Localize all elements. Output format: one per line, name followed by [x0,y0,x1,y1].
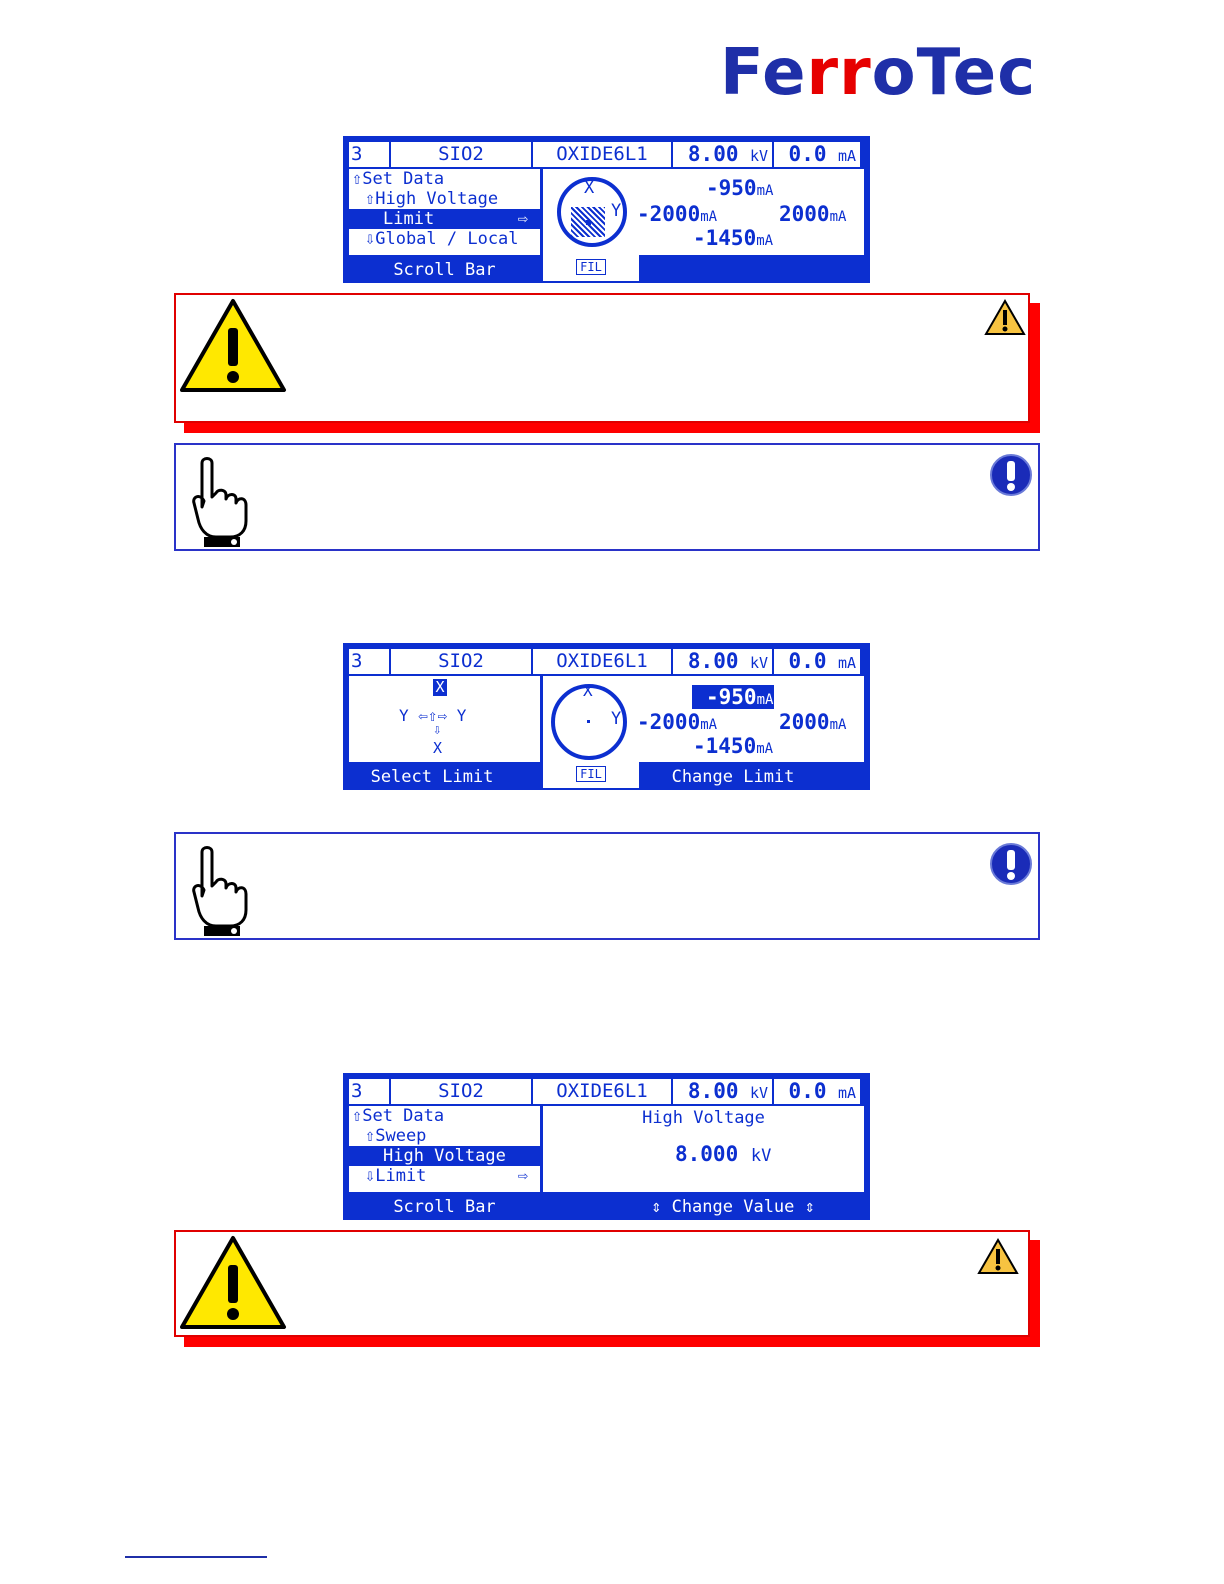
material-name: SIO2 [391,142,531,167]
menu-item-limit-selected[interactable]: Limit ⇨ [349,209,540,229]
footer-rule [125,1556,267,1558]
menu-item-set-data[interactable]: ⇧Set Data [352,1106,445,1126]
menu-item-limit[interactable]: ⇩Limit ⇨ [365,1166,528,1186]
filament-indicator: FIL [543,255,639,281]
program-name: OXIDE6L1 [533,649,671,674]
axis-x-label: X [584,178,595,198]
warning-box [174,293,1030,423]
material-name: SIO2 [391,649,531,674]
ferrotec-logo: FerroTec [720,36,1037,110]
high-voltage-pane [543,1106,864,1192]
warning-box [174,1230,1030,1337]
current-readout: 0.0 mA [774,1079,860,1104]
lcd-header [349,1079,864,1104]
axis-y-label: Y [611,709,622,729]
lcd-screen-high-voltage [343,1073,870,1220]
status-right: ⇕ Change Value ⇕ [651,1197,815,1217]
status-right: Change Limit [671,767,795,787]
filament-indicator: FIL [543,762,639,788]
status-left: Scroll Bar [393,1197,496,1217]
selector-x-bottom[interactable]: X [433,739,443,757]
note-box [174,832,1040,940]
menu-item-sweep[interactable]: ⇧Sweep [365,1126,427,1146]
exclamation-circle-icon [989,453,1033,497]
small-warning-icon [984,299,1026,337]
status-left: Select Limit [370,767,494,787]
program-index: 3 [349,1079,389,1104]
pointing-hand-icon [190,457,260,547]
note-box [174,443,1040,551]
exclamation-circle-icon [989,842,1033,886]
limit-top-value-selected[interactable]: -950mA [692,685,774,709]
selector-arrows[interactable]: Y ⇦⇧⇨ Y [399,706,467,725]
high-voltage-value[interactable]: 8.000 kV [675,1142,772,1166]
lcd-header [349,142,864,167]
lcd-header [349,649,864,674]
limit-pane [543,169,864,255]
scroll-menu [349,1106,540,1192]
pane-title: High Voltage [642,1108,765,1128]
limit-right-value: 2000mA [779,202,847,226]
lcd-screen-limit-menu [343,136,870,283]
program-index: 3 [349,649,389,674]
menu-item-high-voltage-selected[interactable]: High Voltage [349,1146,540,1166]
selector-down-arrow: ⇩ [433,722,442,738]
limit-bottom-value: -1450mA [693,734,774,758]
limit-bottom-value: -1450mA [693,226,774,250]
beam-dot [586,220,591,225]
voltage-readout: 8.00 kV [673,1079,772,1104]
menu-item-set-data[interactable]: ⇧Set Data [352,169,445,189]
limit-pane [543,676,864,762]
material-name: SIO2 [391,1079,531,1104]
limit-left-value: -2000mA [637,202,718,226]
pointing-hand-icon [190,846,260,936]
menu-item-global-local[interactable]: ⇩Global / Local [365,229,519,249]
selector-x-top[interactable]: X [433,679,447,696]
warning-triangle-icon [179,298,287,394]
right-arrow-icon: ⇨ [517,1166,528,1186]
right-arrow-icon: ⇨ [517,209,528,229]
limit-right-value: 2000mA [779,710,847,734]
lcd-screen-select-limit [343,643,870,790]
axis-x-label: X [583,681,593,700]
axis-y-label: Y [611,201,622,221]
voltage-readout: 8.00 kV [673,142,772,167]
limit-top-value: -950mA [706,176,774,200]
limit-selector-pane [349,676,540,762]
warning-triangle-icon [179,1235,287,1331]
current-readout: 0.0 mA [774,142,860,167]
current-readout: 0.0 mA [774,649,860,674]
beam-dot [587,720,590,723]
program-index: 3 [349,142,389,167]
program-name: OXIDE6L1 [533,1079,671,1104]
limit-left-value: -2000mA [637,710,718,734]
voltage-readout: 8.00 kV [673,649,772,674]
scroll-menu [349,169,540,255]
program-name: OXIDE6L1 [533,142,671,167]
menu-item-high-voltage[interactable]: ⇧High Voltage [365,189,499,209]
status-left: Scroll Bar [393,260,496,280]
small-warning-icon [977,1238,1019,1276]
